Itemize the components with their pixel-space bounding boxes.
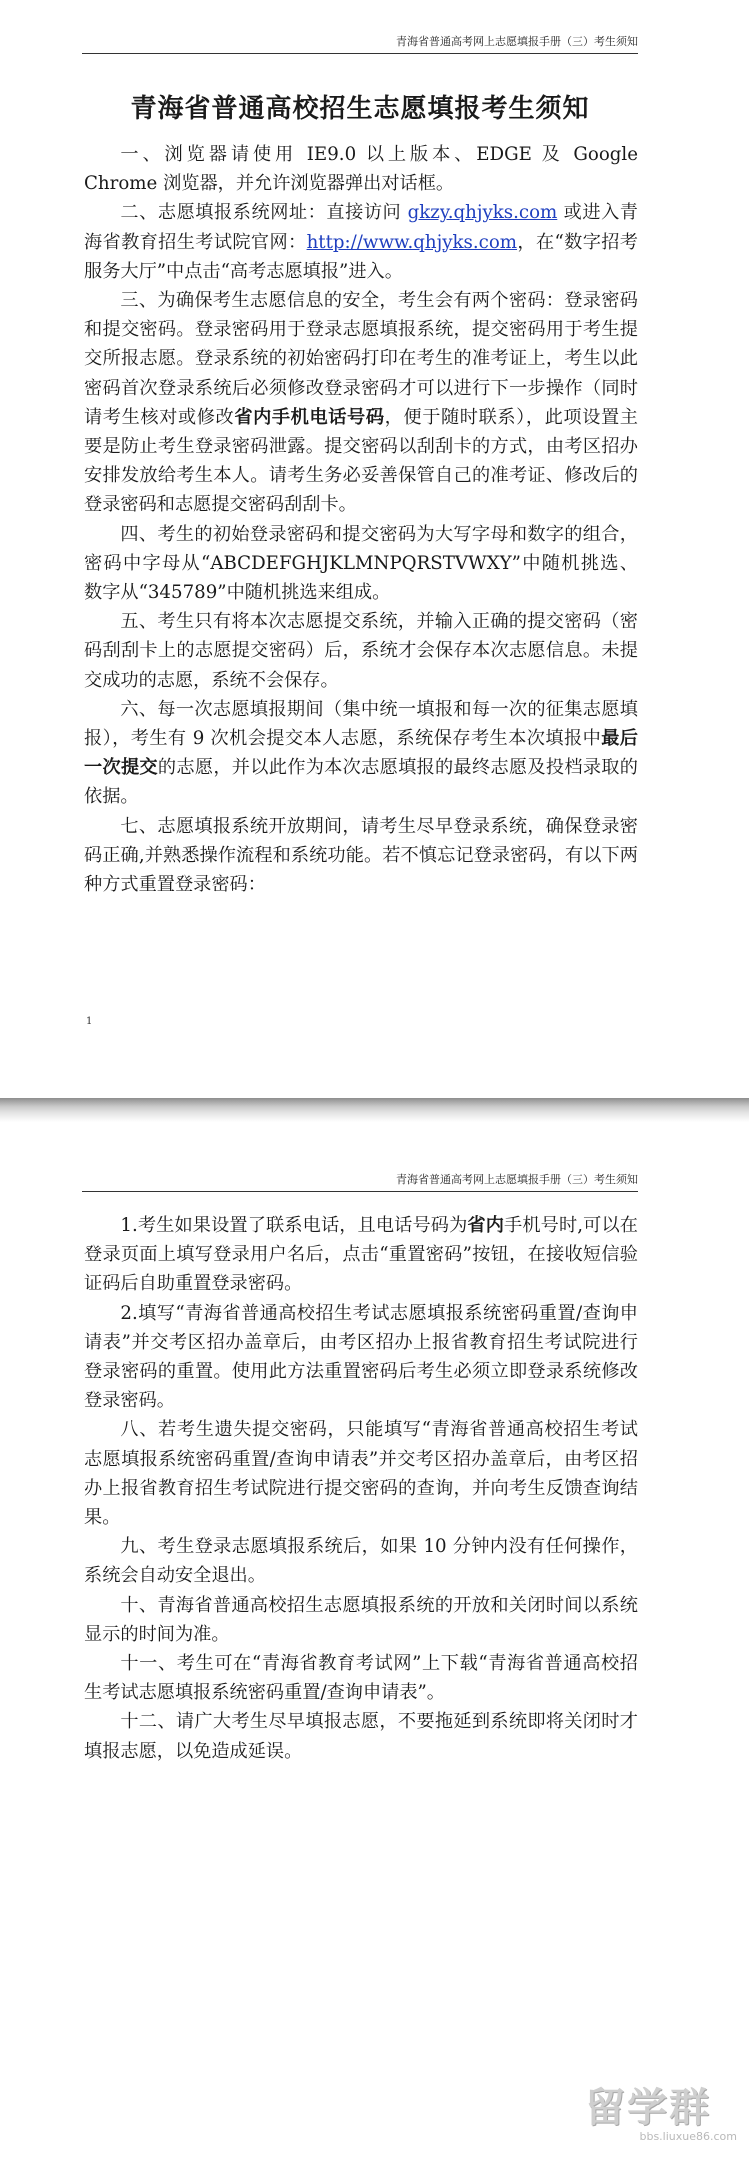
- paragraph-1: 一、浏览器请使用 IE9.0 以上版本、EDGE 及 Google Chrome 浏览器，并允许浏览器弹出对话框。: [84, 144, 638, 195]
- paragraph-3: [84, 286, 638, 520]
- paragraph-2: 2.填写“青海省普通高校招生考试志愿填报系统密码重置/查询申请表”并交考区招办盖章后，由考区招办上报省教育招生考试院进行登录密码的重置。使用此方法重置密码后考生必须立即登录系统修改登录密码。: [84, 1302, 638, 1412]
- document-body: [84, 140, 638, 899]
- text-segment: ，便于随时联系），此项设置主要是防止考生登录密码泄露。提交密码以刮刮卡的方式，由考区招办安排发放给考生本人。请考生务必妥善保管自己的准考证、修改后的登录密码和志愿提交密码刮刮卡。: [84, 406, 638, 516]
- document-body: [84, 1211, 638, 1766]
- paragraph-4: 四、考生的初始登录密码和提交密码为大写字母和数字的组合，密码中字母从“ABCDEFGHJKLMNPQRSTVWXY”中随机挑选、数字从“345789”中随机挑选来组成。: [84, 523, 638, 604]
- document-title: 青海省普通高校招生志愿填报考生须知: [130, 94, 590, 124]
- page-number: 1: [86, 1016, 93, 1027]
- watermark-url: bbs.liuxue86.com: [639, 2130, 737, 2143]
- paragraph-1: [84, 1211, 638, 1299]
- bold-in-province: 省内: [467, 1215, 505, 1236]
- paragraph-5: 五、考生只有将本次志愿提交系统，并输入正确的提交密码（密码刮刮卡上的志愿提交密码）后，系统才会保存本次志愿信息。未提交成功的志愿，系统不会保存。: [84, 611, 638, 691]
- text-segment: 手机号时,可以在登录页面上填写登录用户名后，点击“重置密码”按钮，在接收短信验证码后自助重置登录密码。: [84, 1215, 638, 1295]
- paragraph-6: [84, 695, 638, 812]
- link-qhjyks[interactable]: http://www.qhjyks.com: [306, 231, 518, 253]
- text-segment: 三、为确保考生志愿信息的安全，考生会有两个密码：登录密码和提交密码。登录密码用于登录志愿填报系统，提交密码用于考生提交所报志愿。登录系统的初始密码打印在考生的准考证上，考生以此密码首次登录系统后必须修改登录密码才可以进行下一步操作（同时请考生核对或修改: [84, 290, 638, 428]
- bold-phone: 省内手机电话号码: [234, 406, 385, 428]
- watermark-text: 留学群: [585, 2085, 711, 2131]
- page-separator: [0, 1098, 749, 1122]
- paragraph-7: 十二、请广大考生尽早填报志愿，不要拖延到系统即将关闭时才填报志愿，以免造成延误。: [84, 1711, 638, 1762]
- paragraph-6: 十一、考生可在“青海省教育考试网”上下载“青海省普通高校招生考试志愿填报系统密码重置/查询申请表”。: [84, 1653, 638, 1704]
- bold-last-submit: 最后一次提交: [84, 728, 638, 779]
- paragraph-5: 十、青海省普通高校招生志愿填报系统的开放和关闭时间以系统显示的时间为准。: [84, 1594, 638, 1645]
- text-segment: 1.考生如果设置了联系电话，且电话号码为: [120, 1215, 468, 1236]
- text-segment: 的志愿，并以此作为本次志愿填报的最终志愿及投档录取的依据。: [84, 757, 638, 808]
- text-segment: 二、志愿填报系统网址：直接访问: [120, 202, 408, 224]
- paragraph-2: [84, 198, 638, 286]
- text-segment: 六、每一次志愿填报期间（集中统一填报和每一次的征集志愿填报），考生有 9 次机会提交本人志愿，系统保存考生本次填报中: [84, 698, 638, 750]
- running-header: 青海省普通高考网上志愿填报手册（三）考生须知: [82, 1171, 638, 1192]
- watermark-logo: [585, 2086, 745, 2156]
- paragraph-7: 七、志愿填报系统开放期间，请考生尽早登录系统，确保登录密码正确,并熟悉操作流程和系统功能。若不慎忘记登录密码，有以下两种方式重置登录密码：: [84, 815, 638, 896]
- paragraph-4: 九、考生登录志愿填报系统后，如果 10 分钟内没有任何操作，系统会自动安全退出。: [84, 1536, 638, 1587]
- paragraph-3: 八、若考生遗失提交密码，只能填写“青海省普通高校招生考试志愿填报系统密码重置/查询申请表”并交考区招办盖章后，由考区招办上报省教育招生考试院进行提交密码的查询，并向考生反馈查询结果。: [84, 1419, 638, 1529]
- text-segment: 或进入青海省教育招生考试院官网：: [84, 202, 638, 253]
- running-header: 青海省普通高考网上志愿填报手册（三）考生须知: [82, 33, 638, 54]
- link-gkzy[interactable]: gkzy.qhjyks.com: [407, 202, 558, 224]
- text-segment: ，在“数字招考服务大厅”中点击“高考志愿填报”进入。: [84, 231, 638, 282]
- document-page-2: [0, 1122, 749, 2160]
